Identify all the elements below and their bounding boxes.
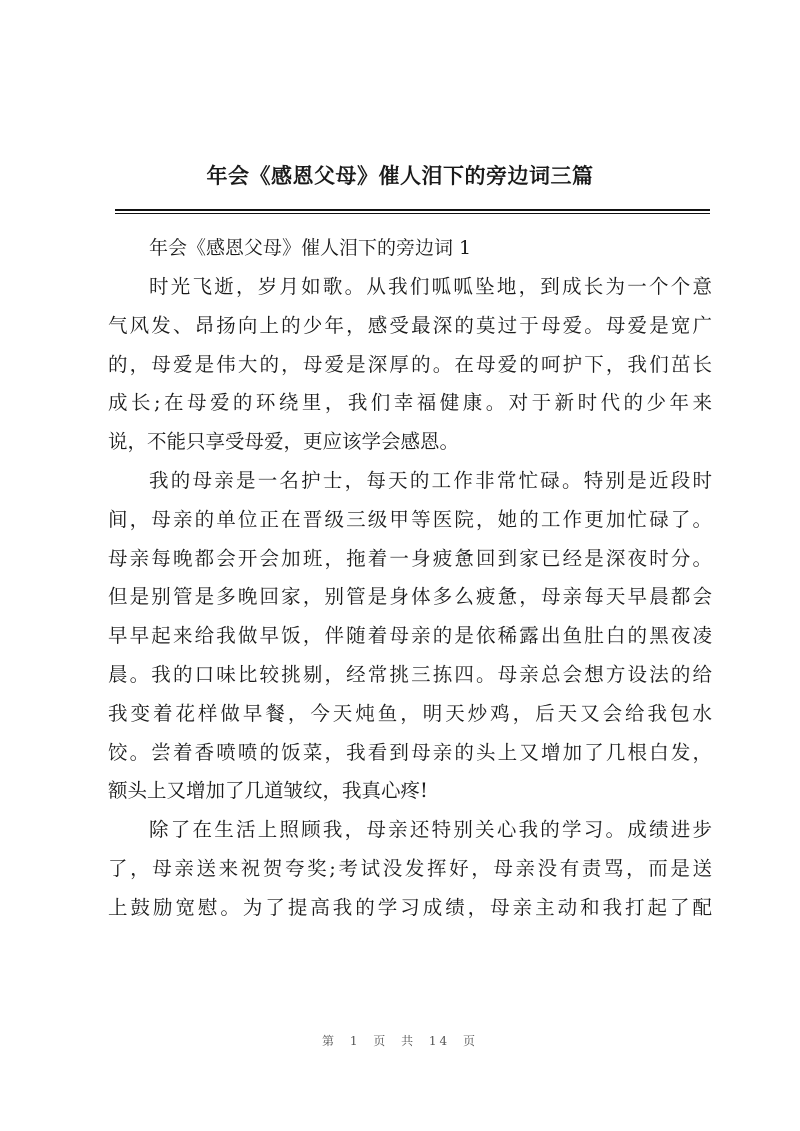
paragraph-line: 了，母亲送来祝贺夸奖;考试没发挥好，母亲没有责骂，而是送	[108, 856, 712, 880]
paragraph-line: 母亲每晚都会开会加班，拖着一身疲惫回到家已经是深夜时分。	[108, 546, 712, 570]
paragraph-line: 的，母爱是伟大的，母爱是深厚的。在母爱的呵护下，我们茁长	[108, 352, 712, 376]
title-divider	[115, 209, 710, 214]
paragraph-line: 成长;在母爱的环绕里，我们幸福健康。对于新时代的少年来	[108, 391, 712, 415]
page-number-footer: 第 1 页 共 14 页	[322, 1034, 478, 1048]
paragraph-line: 额头上又增加了几道皱纹，我真心疼!	[108, 779, 428, 803]
document-title: 年会《感恩父母》催人泪下的旁边词三篇	[206, 164, 594, 188]
document-body	[108, 228, 712, 928]
paragraph-line: 早早起来给我做早饭，伴随着母亲的是依稀露出鱼肚白的黑夜凌	[108, 624, 712, 648]
paragraph-line: 时光飞逝，岁月如歌。从我们呱呱坠地，到成长为一个个意	[149, 275, 712, 298]
paragraph-line: 说，不能只享受母爱，更应该学会感恩。	[108, 430, 460, 454]
paragraph-line: 除了在生活上照顾我，母亲还特别关心我的学习。成绩进步	[149, 818, 712, 842]
paragraph-line: 饺。尝着香喷喷的饭菜，我看到母亲的头上又增加了几根白发，	[108, 740, 712, 764]
paragraph-line: 但是别管是多晚回家，别管是身体多么疲惫，母亲每天早晨都会	[108, 585, 712, 609]
paragraph-line: 气风发、昂扬向上的少年，感受最深的莫过于母爱。母爱是宽广	[108, 313, 712, 337]
paragraph-line: 我的母亲是一名护士，每天的工作非常忙碌。特别是近段时	[149, 468, 712, 492]
section-heading: 年会《感恩父母》催人泪下的旁边词 1	[149, 237, 472, 259]
paragraph-line: 上鼓励宽慰。为了提高我的学习成绩，母亲主动和我打起了配	[108, 895, 712, 919]
paragraph-line: 晨。我的口味比较挑剔，经常挑三拣四。母亲总会想方设法的给	[108, 662, 712, 686]
paragraph-line: 间，母亲的单位正在晋级三级甲等医院，她的工作更加忙碌了。	[108, 507, 712, 531]
paragraph-line: 我变着花样做早餐，今天炖鱼，明天炒鸡，后天又会给我包水	[108, 701, 712, 725]
